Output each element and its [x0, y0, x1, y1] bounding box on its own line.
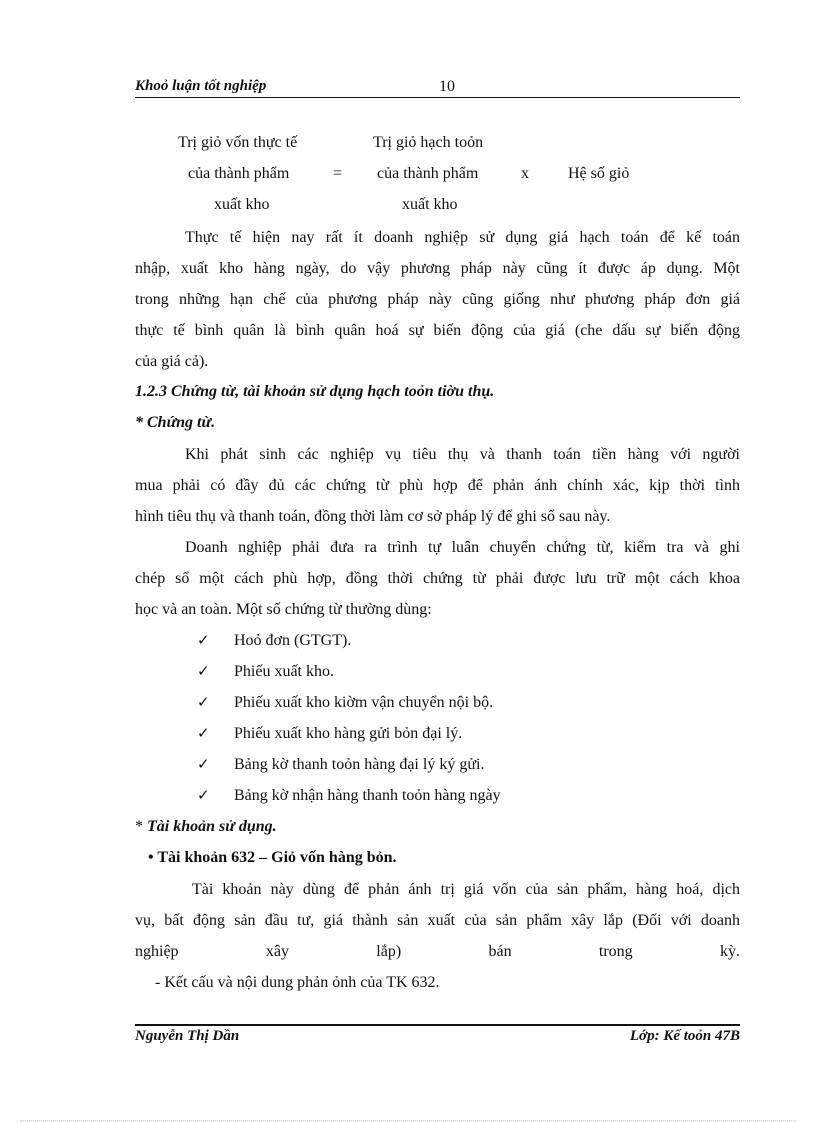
text-line: hình tiêu thụ và thanh toán, đồng thời làm cơ sở pháp lý để ghi sổ sau này. — [135, 508, 611, 525]
page-bottom-border — [20, 1120, 796, 1121]
text-line: Khi phát sinh các nghiệp vụ tiêu thụ và thanh toán tiền hàng với người — [185, 446, 740, 463]
list-item — [197, 749, 501, 780]
paragraph-structure — [155, 967, 760, 998]
checkmark-icon: ✓ — [197, 724, 210, 742]
list-item — [197, 718, 501, 749]
list-item-label: Phiếu xuất kho hàng gửi bỏn đại lý. — [234, 725, 463, 742]
text-line: của giá cả). — [135, 353, 209, 370]
formula-mid-line-1: Trị giỏ hạch toỏn — [373, 134, 484, 151]
text-line: trong những hạn chế của phương pháp này cũng giống như phương pháp đơn giá — [135, 291, 740, 308]
section-heading: 1.2.3 Chứng từ, tài khoản sử dụng hạch toỏn tiờu thụ. — [135, 383, 495, 400]
formula-rhs: Hệ số giỏ — [568, 165, 630, 182]
cost-formula — [0, 0, 816, 230]
class-name: Lớp: Kế toỏn 47B — [629, 1028, 740, 1044]
text-line: thực tế bình quân là bình quân hoá sự biến động của giá (che dấu sự biến động — [135, 322, 740, 339]
text-line: Doanh nghiệp phải đưa ra trình tự luân chuyển chứng từ, kiểm tra và ghi — [185, 539, 740, 556]
thesis-title: Khoỏ luận tốt nghiệp — [135, 78, 267, 94]
checkmark-icon: ✓ — [197, 693, 210, 711]
bullet-icon: • — [148, 849, 154, 866]
checkmark-icon: ✓ — [197, 631, 210, 649]
page-number: 10 — [439, 78, 455, 95]
paragraph-account-632 — [135, 874, 740, 967]
list-item — [197, 687, 501, 718]
account-632-heading — [148, 849, 397, 867]
formula-mid-line-2: của thành phẩm — [377, 165, 479, 182]
author-name: Nguyễn Thị Dần — [135, 1028, 240, 1044]
list-item-label: Phiếu xuất kho. — [234, 663, 334, 680]
text-line: chép sổ một cách phù hợp, đồng thời chứng từ phải được lưu trữ một cách khoa — [135, 570, 740, 587]
list-item-label: Bảng kờ thanh toỏn hàng đại lý ký gửi. — [234, 756, 485, 773]
paragraph-accounting-price — [135, 222, 740, 377]
formula-mid-line-3: xuất kho — [402, 196, 458, 213]
formula-lhs-line-2: của thành phẩm — [188, 165, 290, 182]
formula-lhs-line-1: Trị giỏ vốn thực tế — [178, 134, 298, 151]
checkmark-icon: ✓ — [197, 755, 210, 773]
text-line: Tài khoản này dùng để phản ánh trị giá vốn của sản phẩm, hàng hoá, dịch — [192, 881, 740, 898]
subheading-accounts-label: Tài khoản sử dụng. — [147, 818, 277, 835]
text-line: nghiệp xây lắp) bán trong kỳ. — [135, 943, 740, 960]
paragraph-voucher-flow — [135, 532, 740, 625]
list-item — [197, 656, 501, 687]
asterisk: * — [135, 818, 143, 835]
list-item — [197, 625, 501, 656]
list-item-label: Phiếu xuất kho kiờm vận chuyển nội bộ. — [234, 694, 494, 711]
formula-equals: = — [333, 165, 343, 182]
formula-times: x — [521, 165, 529, 182]
checkmark-icon: ✓ — [197, 786, 210, 804]
subheading-accounts — [135, 818, 277, 836]
text-line: vụ, bất động sản đầu tư, giá thành sản xuất của sản phẩm xây lắp (Đối với doanh — [135, 912, 740, 929]
text-line: học và an toàn. Một số chứng từ thường dùng: — [135, 601, 432, 618]
paragraph-vouchers — [135, 439, 740, 532]
checkmark-icon: ✓ — [197, 662, 210, 680]
subheading-vouchers: * Chứng từ. — [135, 414, 216, 431]
document-list — [197, 625, 501, 811]
page-footer — [135, 1028, 740, 1048]
account-632-label: Tài khoản 632 – Giỏ vốn hàng bỏn. — [157, 849, 397, 866]
list-item-label: Hoỏ đơn (GTGT). — [234, 632, 352, 649]
text-line: - Kết cấu và nội dung phản ỏnh của TK 632. — [155, 974, 440, 991]
text-line: mua phải có đầy đủ các chứng từ phù hợp để phản ánh chính xác, kịp thời tình — [135, 477, 740, 494]
formula-lhs-line-3: xuất kho — [214, 196, 270, 213]
text-line: Thực tế hiện nay rất ít doanh nghiệp sử dụng giá hạch toán để kế toán — [185, 229, 740, 246]
list-item — [197, 780, 501, 811]
text-line: nhập, xuất kho hàng ngày, do vậy phương pháp này cũng ít được áp dụng. Một — [135, 260, 740, 277]
footer-divider — [135, 1024, 740, 1026]
list-item-label: Bảng kờ nhận hàng thanh toỏn hàng ngày — [234, 787, 501, 804]
